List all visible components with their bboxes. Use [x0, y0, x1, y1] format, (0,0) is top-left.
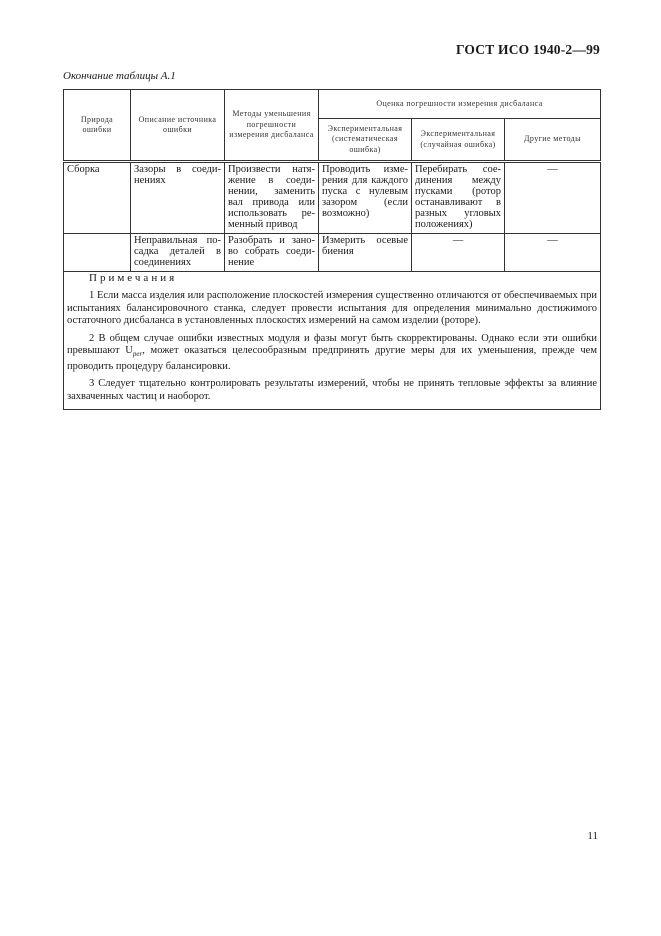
row-exp-random: —	[412, 234, 505, 272]
table-row	[64, 234, 601, 272]
header-exp-systematic: Экспериментальная (систематическая ошибка)	[319, 119, 412, 162]
row-exp-systematic: Проводить изме- рения для каждого пуска с нулевым зазором (если возможно)	[319, 162, 412, 234]
row-exp-random: Перебирать сое- динения между пусками (ротор останавливают в разных угловых положениях)	[412, 162, 505, 234]
note-2-subscript: per	[132, 350, 143, 359]
header-exp-random: Экспериментальная (случайная ошибка)	[412, 119, 505, 162]
row-other: —	[505, 162, 601, 234]
notes-row	[64, 272, 601, 410]
header-methods: Методы уменьшения погрешности измерения дисбаланса	[225, 90, 319, 162]
note-3: 3 Следует тщательно контролировать результаты измерений, чтобы не принять тепловые эффекты за влияние захваченных частиц и наоборот.	[67, 378, 597, 402]
header-nature: Природа ошибки	[64, 90, 131, 162]
row-description: Неправильная по- садка деталей в соединениях	[131, 234, 225, 272]
header-evaluation: Оценка погрешности измерения дисбаланса	[319, 90, 601, 119]
row-methods: Разобрать и зано- во собрать соеди- нение	[225, 234, 319, 272]
error-table	[63, 89, 601, 410]
row-methods: Произвести натя- жение в соеди- нении, заменить вал привода или использовать ре- менный привод	[225, 162, 319, 234]
table-row	[64, 162, 601, 234]
notes-title: Примечания	[89, 272, 178, 284]
header-other: Другие методы	[505, 119, 601, 162]
row-nature: Сборка	[64, 162, 131, 234]
row-exp-systematic: Измерить осевые биения	[319, 234, 412, 272]
table-caption: Окончание таблицы А.1	[63, 70, 176, 82]
row-other: —	[505, 234, 601, 272]
notes-block	[64, 272, 601, 410]
document-header: ГОСТ ИСО 1940-2—99	[455, 42, 600, 57]
row-nature	[64, 234, 131, 272]
note-1: 1 Если масса изделия или расположение плоскостей измерения существенно отличаются от обеспечиваемых при испытаниях балансировочного станка, следует провести испытания для определения минимально достижимого остаточного дисбаланса в установленных плоскостях измерений на самом изделии (роторе).	[67, 290, 597, 326]
note-2: 2 В общем случае ошибки известных модуля и фазы могут быть скорректированы. Однако если эти ошибки превышают $U_{per}$, может оказаться целесообразным предпринять другие меры для их уменьшения, прежде чем проводить процедуру балансировки.	[67, 332, 597, 372]
page-number: 11	[587, 830, 598, 842]
header-description: Описание источника ошибки	[131, 90, 225, 162]
row-description: Зазоры в соеди- нениях	[131, 162, 225, 234]
